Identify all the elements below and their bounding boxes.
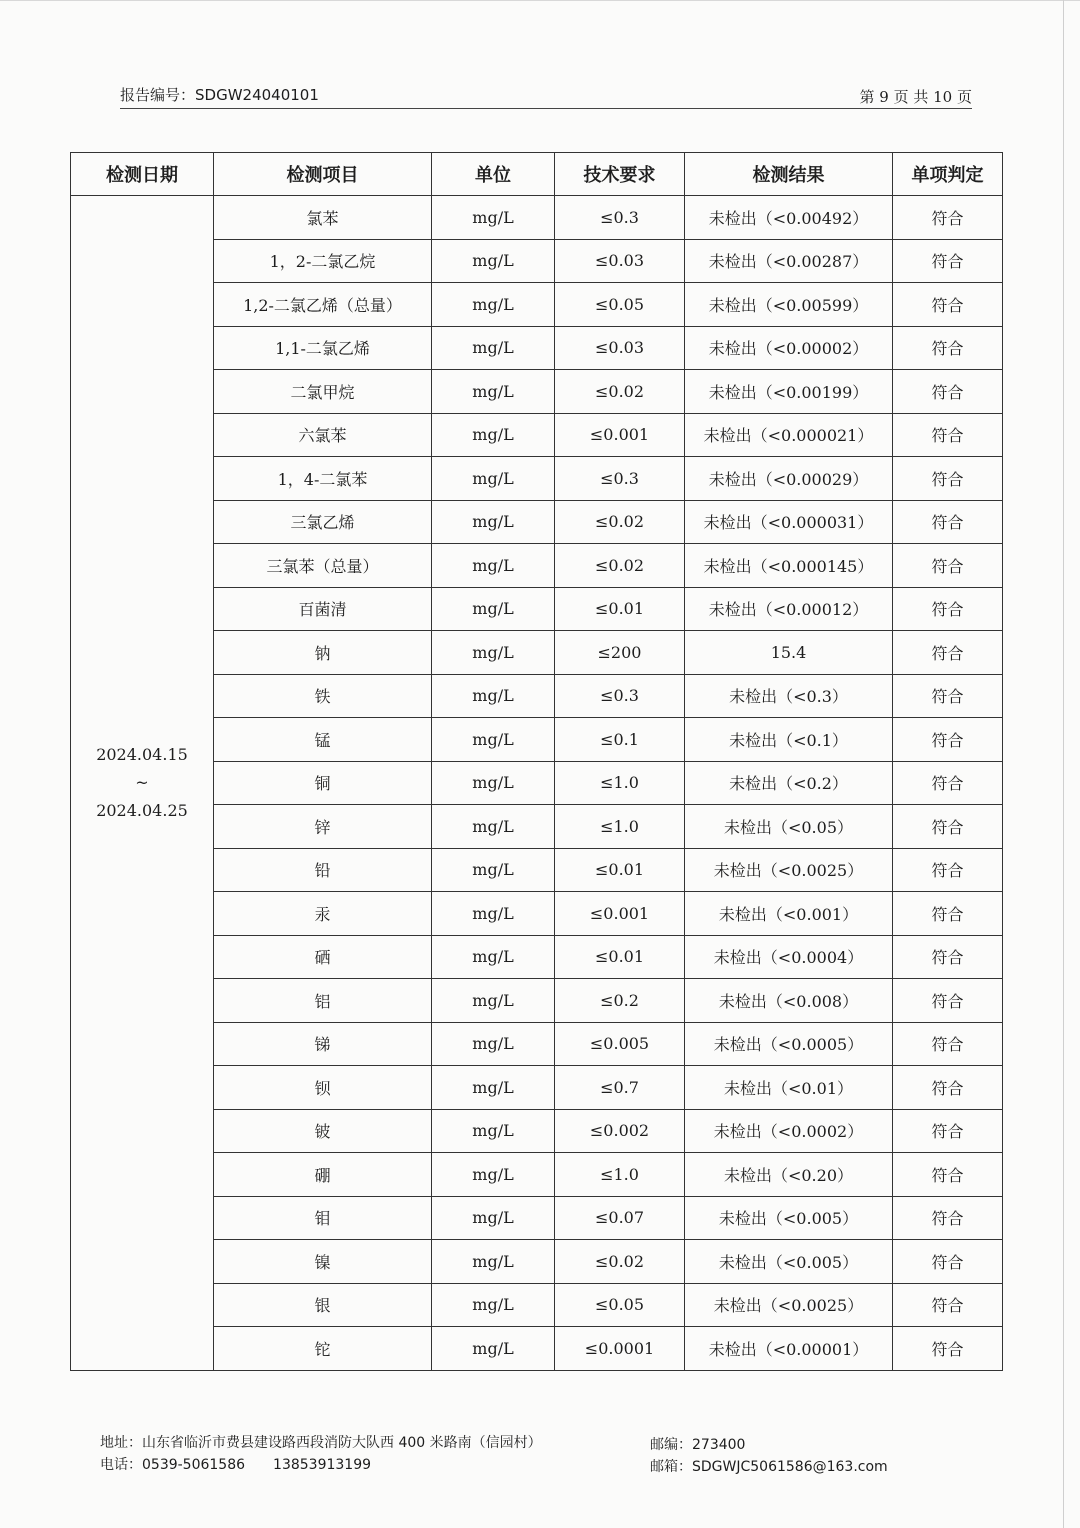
test-date-end: 2024.04.25 (96, 800, 188, 820)
item-cell: 钠 (214, 631, 432, 675)
unit-cell: mg/L (432, 283, 555, 327)
unit-cell: mg/L (432, 1109, 555, 1153)
requirement-cell: ≤0.3 (555, 674, 685, 718)
result-cell: 未检出（<0.008） (685, 979, 893, 1023)
result-cell: 未检出（<0.20） (685, 1153, 893, 1197)
verdict-cell: 符合 (893, 674, 1003, 718)
verdict-cell: 符合 (893, 1153, 1003, 1197)
item-cell: 1,1-二氯乙烯 (214, 326, 432, 370)
verdict-cell: 符合 (893, 239, 1003, 283)
unit-cell: mg/L (432, 892, 555, 936)
item-cell: 铝 (214, 979, 432, 1023)
unit-cell: mg/L (432, 718, 555, 762)
result-cell: 未检出（<0.001） (685, 892, 893, 936)
table-body (71, 196, 1003, 1371)
footer-phone: 电话：0539-5061586 13853913199 (100, 1457, 372, 1473)
report-number: 报告编号：SDGW24040101 (120, 86, 319, 104)
requirement-cell: ≤1.0 (555, 761, 685, 805)
item-cell: 硼 (214, 1153, 432, 1197)
verdict-cell: 符合 (893, 1109, 1003, 1153)
unit-cell: mg/L (432, 1066, 555, 1110)
unit-cell: mg/L (432, 1327, 555, 1371)
result-cell: 未检出（<0.0025） (685, 1283, 893, 1327)
result-cell: 未检出（<0.00492） (685, 196, 893, 240)
unit-cell: mg/L (432, 1283, 555, 1327)
unit-cell: mg/L (432, 413, 555, 457)
requirement-cell: ≤0.05 (555, 283, 685, 327)
unit-cell: mg/L (432, 500, 555, 544)
item-cell: 铍 (214, 1109, 432, 1153)
verdict-cell: 符合 (893, 196, 1003, 240)
table-header-row (71, 153, 1003, 196)
verdict-cell: 符合 (893, 892, 1003, 936)
unit-cell: mg/L (432, 1153, 555, 1197)
result-cell: 未检出（<0.000031） (685, 500, 893, 544)
result-cell: 未检出（<0.00029） (685, 457, 893, 501)
requirement-cell: ≤0.005 (555, 1022, 685, 1066)
test-date-sep: ~ (135, 772, 149, 792)
requirement-cell: ≤0.03 (555, 239, 685, 283)
test-date-cell (71, 196, 214, 1371)
requirement-cell: ≤0.7 (555, 1066, 685, 1110)
result-cell: 未检出（<0.00287） (685, 239, 893, 283)
item-cell: 铁 (214, 674, 432, 718)
verdict-cell: 符合 (893, 979, 1003, 1023)
result-cell: 未检出（<0.01） (685, 1066, 893, 1110)
unit-cell: mg/L (432, 935, 555, 979)
result-cell: 未检出（<0.000145） (685, 544, 893, 588)
item-cell: 镍 (214, 1240, 432, 1284)
verdict-cell: 符合 (893, 283, 1003, 327)
requirement-cell: ≤0.002 (555, 1109, 685, 1153)
test-date-start: 2024.04.15 (96, 744, 188, 764)
result-cell: 未检出（<0.3） (685, 674, 893, 718)
verdict-cell: 符合 (893, 370, 1003, 414)
item-cell: 铜 (214, 761, 432, 805)
item-cell: 钡 (214, 1066, 432, 1110)
verdict-cell: 符合 (893, 1196, 1003, 1240)
result-cell: 未检出（<0.0005） (685, 1022, 893, 1066)
verdict-cell: 符合 (893, 544, 1003, 588)
result-cell: 15.4 (685, 631, 893, 675)
requirement-cell: ≤0.07 (555, 1196, 685, 1240)
requirement-cell: ≤0.02 (555, 544, 685, 588)
page-number: 第 9 页 共 10 页 (859, 88, 972, 106)
requirement-cell: ≤0.01 (555, 587, 685, 631)
unit-cell: mg/L (432, 674, 555, 718)
unit-cell: mg/L (432, 544, 555, 588)
col-header-unit: 单位 (432, 153, 555, 196)
item-cell: 1，2-二氯乙烷 (214, 239, 432, 283)
item-cell: 百菌清 (214, 587, 432, 631)
col-header-verdict: 单项判定 (893, 153, 1003, 196)
item-cell: 三氯乙烯 (214, 500, 432, 544)
header-rule (120, 108, 972, 109)
requirement-cell: ≤1.0 (555, 805, 685, 849)
verdict-cell: 符合 (893, 326, 1003, 370)
page-edge-right (1063, 0, 1064, 1528)
footer-postal-code: 邮编：273400 (650, 1437, 746, 1453)
requirement-cell: ≤0.2 (555, 979, 685, 1023)
result-cell: 未检出（<0.000021） (685, 413, 893, 457)
result-cell: 未检出（<0.005） (685, 1240, 893, 1284)
requirement-cell: ≤0.03 (555, 326, 685, 370)
unit-cell: mg/L (432, 1240, 555, 1284)
col-header-requirement: 技术要求 (555, 153, 685, 196)
result-cell: 未检出（<0.00001） (685, 1327, 893, 1371)
requirement-cell: ≤0.02 (555, 500, 685, 544)
result-cell: 未检出（<0.2） (685, 761, 893, 805)
verdict-cell: 符合 (893, 457, 1003, 501)
requirement-cell: ≤0.0001 (555, 1327, 685, 1371)
unit-cell: mg/L (432, 587, 555, 631)
verdict-cell: 符合 (893, 631, 1003, 675)
unit-cell: mg/L (432, 761, 555, 805)
result-cell: 未检出（<0.0002） (685, 1109, 893, 1153)
verdict-cell: 符合 (893, 761, 1003, 805)
item-cell: 二氯甲烷 (214, 370, 432, 414)
result-cell: 未检出（<0.005） (685, 1196, 893, 1240)
requirement-cell: ≤200 (555, 631, 685, 675)
page-edge-top (0, 0, 1080, 1)
item-cell: 六氯苯 (214, 413, 432, 457)
unit-cell: mg/L (432, 805, 555, 849)
verdict-cell: 符合 (893, 848, 1003, 892)
verdict-cell: 符合 (893, 1283, 1003, 1327)
verdict-cell: 符合 (893, 500, 1003, 544)
page-footer (100, 1432, 900, 1480)
table-row (71, 196, 1003, 240)
result-cell: 未检出（<0.0025） (685, 848, 893, 892)
unit-cell: mg/L (432, 370, 555, 414)
item-cell: 1，4-二氯苯 (214, 457, 432, 501)
verdict-cell: 符合 (893, 1240, 1003, 1284)
unit-cell: mg/L (432, 457, 555, 501)
item-cell: 硒 (214, 935, 432, 979)
requirement-cell: ≤0.001 (555, 892, 685, 936)
results-table (70, 152, 1003, 1371)
verdict-cell: 符合 (893, 1327, 1003, 1371)
verdict-cell: 符合 (893, 718, 1003, 762)
requirement-cell: ≤1.0 (555, 1153, 685, 1197)
unit-cell: mg/L (432, 848, 555, 892)
item-cell: 铊 (214, 1327, 432, 1371)
result-cell: 未检出（<0.0004） (685, 935, 893, 979)
result-cell: 未检出（<0.00002） (685, 326, 893, 370)
item-cell: 氯苯 (214, 196, 432, 240)
result-cell: 未检出（<0.1） (685, 718, 893, 762)
result-cell: 未检出（<0.00012） (685, 587, 893, 631)
item-cell: 锌 (214, 805, 432, 849)
requirement-cell: ≤0.3 (555, 457, 685, 501)
requirement-cell: ≤0.1 (555, 718, 685, 762)
unit-cell: mg/L (432, 631, 555, 675)
item-cell: 锰 (214, 718, 432, 762)
result-cell: 未检出（<0.05） (685, 805, 893, 849)
verdict-cell: 符合 (893, 805, 1003, 849)
item-cell: 锑 (214, 1022, 432, 1066)
item-cell: 铅 (214, 848, 432, 892)
result-cell: 未检出（<0.00599） (685, 283, 893, 327)
requirement-cell: ≤0.001 (555, 413, 685, 457)
col-header-result: 检测结果 (685, 153, 893, 196)
verdict-cell: 符合 (893, 587, 1003, 631)
item-cell: 钼 (214, 1196, 432, 1240)
verdict-cell: 符合 (893, 1022, 1003, 1066)
result-cell: 未检出（<0.00199） (685, 370, 893, 414)
unit-cell: mg/L (432, 196, 555, 240)
unit-cell: mg/L (432, 326, 555, 370)
col-header-date: 检测日期 (71, 153, 214, 196)
item-cell: 1,2-二氯乙烯（总量） (214, 283, 432, 327)
unit-cell: mg/L (432, 1022, 555, 1066)
unit-cell: mg/L (432, 1196, 555, 1240)
requirement-cell: ≤0.01 (555, 935, 685, 979)
col-header-item: 检测项目 (214, 153, 432, 196)
unit-cell: mg/L (432, 979, 555, 1023)
requirement-cell: ≤0.3 (555, 196, 685, 240)
requirement-cell: ≤0.05 (555, 1283, 685, 1327)
verdict-cell: 符合 (893, 1066, 1003, 1110)
requirement-cell: ≤0.01 (555, 848, 685, 892)
verdict-cell: 符合 (893, 413, 1003, 457)
item-cell: 银 (214, 1283, 432, 1327)
item-cell: 汞 (214, 892, 432, 936)
requirement-cell: ≤0.02 (555, 370, 685, 414)
item-cell: 三氯苯（总量） (214, 544, 432, 588)
verdict-cell: 符合 (893, 935, 1003, 979)
unit-cell: mg/L (432, 239, 555, 283)
footer-email: 邮箱：SDGWJC5061586@163.com (650, 1459, 888, 1475)
page-header (120, 80, 972, 112)
footer-address: 地址：山东省临沂市费县建设路西段消防大队西 400 米路南（信园村） (100, 1435, 542, 1451)
requirement-cell: ≤0.02 (555, 1240, 685, 1284)
